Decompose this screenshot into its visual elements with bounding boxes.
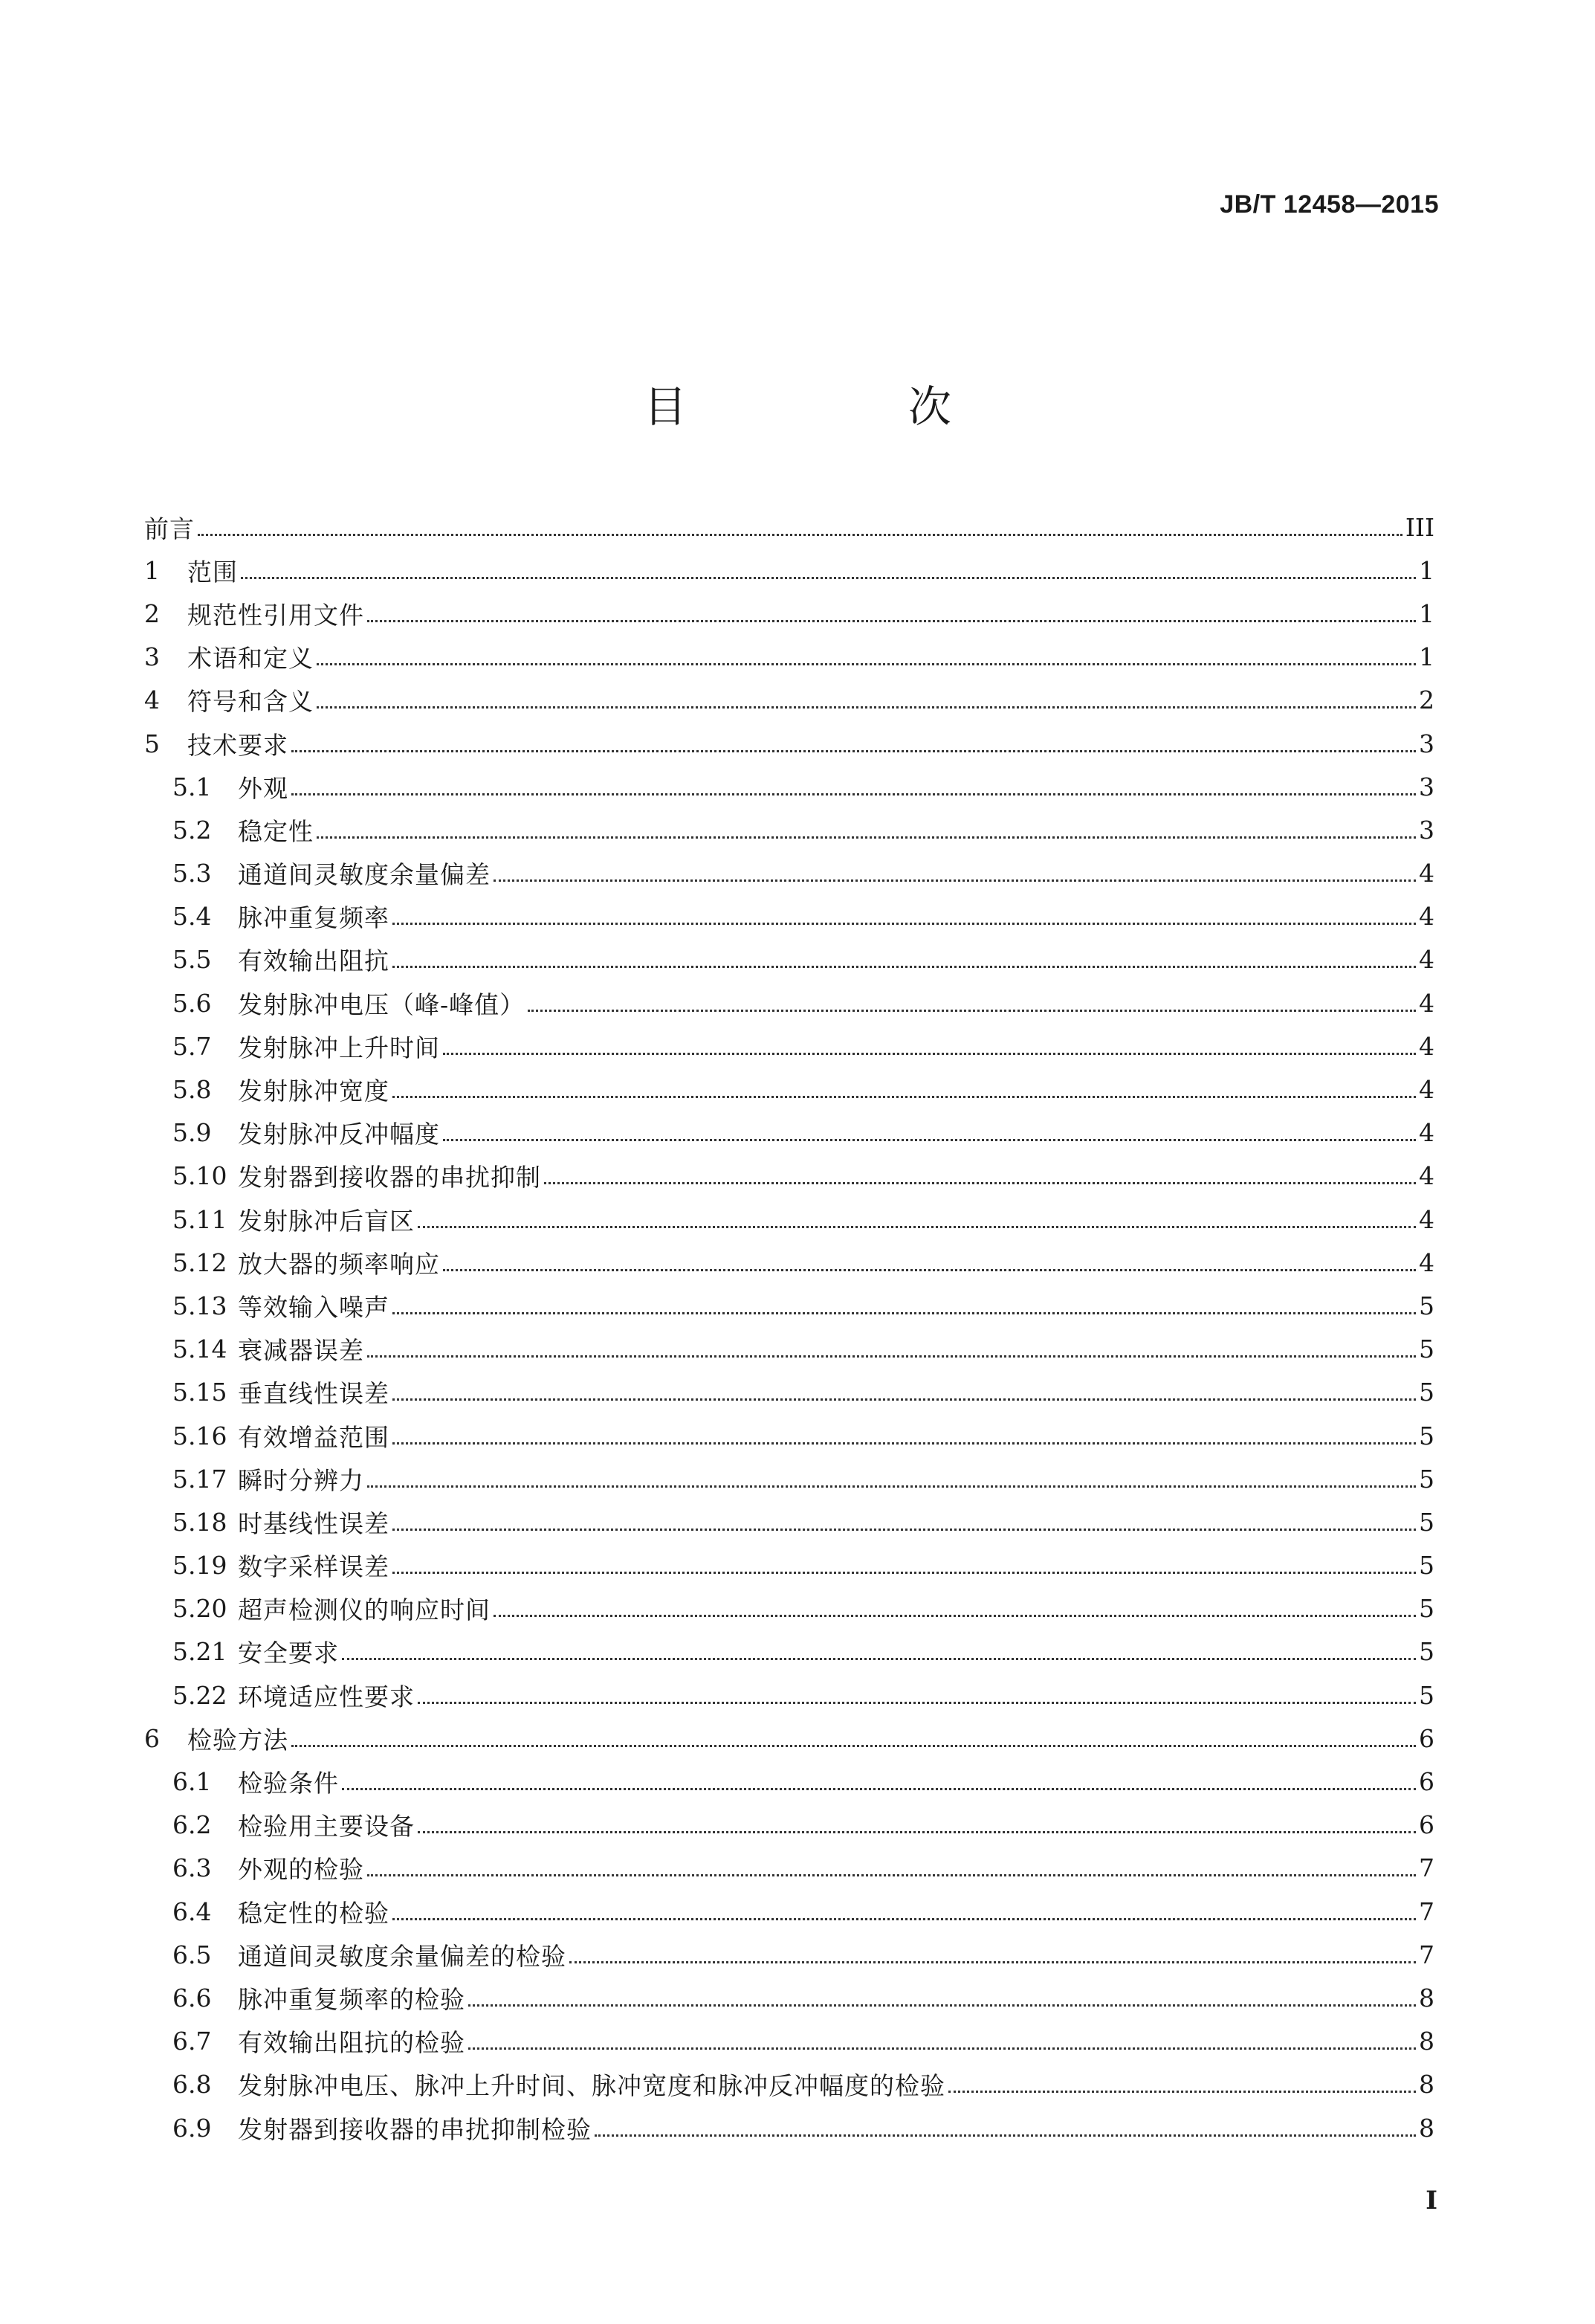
toc-dot-leader [317,663,1416,665]
toc-entry-page: 5 [1419,1637,1434,1667]
toc-dot-leader [291,750,1416,752]
toc-entry-number: 6.2 [172,1810,212,1840]
toc-entry-number: 5.9 [172,1118,212,1148]
toc-dot-leader [494,879,1416,882]
toc-dot-leader [367,1485,1416,1488]
toc-entry-number: 5.5 [172,945,212,975]
standard-code: JB/T 12458—2015 [1220,190,1439,219]
toc-entry-label: 等效输入噪声 [238,1292,389,1322]
toc-entry-page: 8 [1419,2113,1434,2143]
toc-entry-number: 6.4 [172,1897,212,1926]
toc-dot-leader [468,2004,1416,2007]
toc-entry[interactable] [144,1068,1434,1111]
toc-entry-number: 6.1 [172,1767,212,1797]
toc-entry-label: 检验用主要设备 [238,1812,415,1842]
toc-entry-page: 6 [1419,1767,1434,1797]
toc-entry[interactable] [144,1673,1434,1717]
toc-entry-page: 4 [1419,1118,1434,1148]
toc-entry-page: 6 [1419,1723,1434,1753]
toc-entry-page: 4 [1419,902,1434,932]
toc-entry-page: 1 [1419,598,1434,628]
toc-entry[interactable] [144,1457,1434,1500]
toc-entry[interactable] [144,1630,1434,1673]
toc-entry-label: 符号和含义 [187,687,314,717]
toc-entry-label: 发射器到接收器的串扰抑制 [238,1163,541,1192]
toc-dot-leader [291,1745,1416,1747]
toc-entry-page: 5 [1419,1507,1434,1537]
toc-dot-leader [468,2047,1416,2050]
toc-entry-label: 前言 [144,514,195,543]
toc-entry-number: 6.6 [172,1983,212,2012]
toc-entry[interactable] [144,1155,1434,1198]
toc-entry-label: 有效增益范围 [238,1422,389,1452]
toc-entry-label: 瞬时分辨力 [238,1465,364,1495]
toc-entry-label: 规范性引用文件 [187,600,364,630]
toc-entry-page: 3 [1419,772,1434,801]
toc-dot-leader [418,1226,1416,1228]
toc-entry[interactable] [144,1760,1434,1803]
toc-entry-page: 1 [1419,555,1434,585]
toc-entry-page: 5 [1419,1464,1434,1494]
toc-entry-label: 发射脉冲电压（峰-峰值） [238,990,525,1019]
toc-entry-number: 5.6 [172,988,212,1018]
toc-entry-page: 5 [1419,1551,1434,1581]
toc-entry[interactable] [144,895,1434,938]
toc-entry[interactable] [144,852,1434,895]
toc-dot-leader [392,1572,1416,1574]
toc-entry-page: 2 [1419,685,1434,715]
toc-dot-leader [392,1398,1416,1401]
toc-entry-page: 5 [1419,1594,1434,1624]
toc-dot-leader [528,1010,1416,1012]
toc-entry-page: 4 [1419,945,1434,975]
toc-entry-page: 4 [1419,1161,1434,1191]
toc-entry-number: 4 [144,685,160,715]
toc-entry-number: 5.3 [172,859,212,888]
toc-entry[interactable] [144,1933,1434,1976]
toc-dot-leader [418,1702,1416,1704]
toc-entry[interactable] [144,1587,1434,1630]
toc-entry-number: 5.19 [172,1551,227,1581]
toc-entry-page: 6 [1419,1810,1434,1840]
toc-entry[interactable] [144,1198,1434,1241]
toc-entry[interactable] [144,722,1434,765]
toc-entry-page: 7 [1419,1897,1434,1926]
toc-entry[interactable] [144,2106,1434,2149]
toc-dot-leader [392,1918,1416,1920]
toc-entry[interactable] [144,938,1434,981]
toc-entry-label: 发射脉冲宽度 [238,1077,389,1106]
toc-dot-leader [392,966,1416,968]
toc-entry[interactable] [144,1544,1434,1587]
toc-entry-label: 范围 [187,557,238,587]
toc-entry[interactable] [144,765,1434,808]
toc-dot-leader [241,577,1416,579]
toc-entry-label: 数字采样误差 [238,1552,389,1582]
toc-entry-label: 外观 [238,773,288,803]
toc-entry-number: 5.21 [172,1637,227,1667]
toc-entry-label: 垂直线性误差 [238,1379,389,1409]
toc-dot-leader [392,923,1416,925]
toc-entry-page: 3 [1419,815,1434,845]
toc-entry[interactable] [144,679,1434,722]
toc-dot-leader [392,1529,1416,1531]
toc-entry-label: 有效输出阻抗 [238,946,389,976]
toc-entry-number: 6.7 [172,2027,212,2056]
toc-entry-number: 5.15 [172,1378,227,1407]
toc-entry-label: 通道间灵敏度余量偏差的检验 [238,1941,566,1971]
toc-dot-leader [392,1312,1416,1314]
toc-dot-leader [392,1442,1416,1445]
toc-entry-page: 7 [1419,1940,1434,1969]
toc-entry[interactable] [144,2063,1434,2106]
toc-entry[interactable] [144,1024,1434,1068]
toc-entry[interactable] [144,981,1434,1024]
toc-entry[interactable] [144,1414,1434,1457]
toc-entry-number: 6 [144,1723,160,1753]
toc-entry-number: 5.1 [172,772,212,801]
toc-entry-page: 4 [1419,859,1434,888]
toc-dot-leader [317,836,1416,839]
toc-entry-number: 6.3 [172,1853,212,1883]
toc-entry-page: 8 [1419,2070,1434,2099]
toc-dot-leader [443,1053,1416,1055]
toc-entry-label: 发射脉冲反冲幅度 [238,1120,440,1149]
toc-entry-label: 有效输出阻抗的检验 [238,2028,465,2058]
toc-entry-number: 6.8 [172,2070,212,2099]
toc-entry-label: 检验条件 [238,1769,339,1798]
toc-entry-number: 1 [144,555,160,585]
toc-entry-page: 5 [1419,1680,1434,1710]
toc-entry[interactable] [144,506,1434,549]
toc-dot-leader [569,1961,1416,1963]
toc-entry-label: 发射脉冲电压、脉冲上升时间、脉冲宽度和脉冲反冲幅度的检验 [238,2071,945,2101]
toc-entry-page: 4 [1419,1204,1434,1234]
toc-entry-page: 7 [1419,1853,1434,1883]
toc-entry-label: 检验方法 [187,1725,288,1755]
toc-entry-page: 5 [1419,1421,1434,1450]
toc-entry-label: 脉冲重复频率 [238,903,389,933]
toc-entry-label: 发射器到接收器的串扰抑制检验 [238,2114,592,2144]
toc-entry-label: 放大器的频率响应 [238,1249,440,1279]
toc-entry-number: 5.18 [172,1507,227,1537]
toc-entry[interactable] [144,1847,1434,1890]
toc-entry-number: 2 [144,598,160,628]
toc-entry-number: 5.17 [172,1464,227,1494]
toc-entry-label: 发射脉冲后盲区 [238,1206,415,1236]
toc-entry-label: 安全要求 [238,1639,339,1668]
toc-entry-number: 5.20 [172,1594,227,1624]
toc-dot-leader [443,1139,1416,1141]
toc-entry-label: 环境适应性要求 [238,1682,415,1711]
toc-entry-page: 4 [1419,988,1434,1018]
toc-entry[interactable] [144,1717,1434,1760]
toc-entry-label: 通道间灵敏度余量偏差 [238,860,491,890]
toc-dot-leader [342,1788,1416,1790]
toc-entry[interactable] [144,1804,1434,1847]
toc-list [144,506,1434,2149]
toc-entry-page: 8 [1419,2027,1434,2056]
toc-entry-number: 6.9 [172,2113,212,2143]
toc-entry-number: 5 [144,729,160,758]
toc-entry[interactable] [144,1976,1434,2019]
toc-dot-leader [595,2134,1416,2137]
toc-entry-number: 5.14 [172,1334,227,1364]
toc-entry-number: 5.12 [172,1247,227,1277]
toc-entry[interactable] [144,636,1434,679]
toc-entry-page: III [1405,512,1434,542]
toc-entry-page: 5 [1419,1378,1434,1407]
toc-entry-label: 技术要求 [187,730,288,760]
toc-entry-number: 5.8 [172,1075,212,1105]
toc-dot-leader [317,706,1416,709]
toc-entry-number: 5.7 [172,1031,212,1061]
toc-entry-label: 发射脉冲上升时间 [238,1033,440,1062]
toc-dot-leader [198,534,1402,536]
toc-dot-leader [544,1182,1416,1184]
toc-entry-number: 3 [144,642,160,672]
toc-entry-number: 5.13 [172,1291,227,1320]
toc-entry-number: 5.2 [172,815,212,845]
toc-entry-label: 稳定性 [238,816,314,846]
toc-entry-page: 4 [1419,1031,1434,1061]
toc-entry-label: 超声检测仪的响应时间 [238,1595,491,1625]
toc-entry[interactable] [144,1890,1434,1933]
toc-entry[interactable] [144,1241,1434,1284]
toc-dot-leader [367,620,1416,622]
page-title: 目 次 [643,381,1041,432]
toc-dot-leader [948,2091,1416,2093]
toc-entry-label: 术语和定义 [187,644,314,674]
toc-entry-page: 5 [1419,1334,1434,1364]
toc-entry-label: 时基线性误差 [238,1508,389,1538]
toc-entry[interactable] [144,592,1434,635]
toc-dot-leader [367,1355,1416,1358]
toc-entry-page: 4 [1419,1075,1434,1105]
toc-dot-leader [367,1874,1416,1876]
toc-entry-number: 5.16 [172,1421,227,1450]
toc-dot-leader [418,1831,1416,1833]
toc-entry[interactable] [144,2020,1434,2063]
toc-entry-number: 5.10 [172,1161,227,1191]
toc-entry-page: 8 [1419,1983,1434,2012]
toc-entry-page: 5 [1419,1291,1434,1320]
toc-dot-leader [494,1615,1416,1617]
toc-entry-label: 稳定性的检验 [238,1898,389,1928]
toc-entry-label: 衰减器误差 [238,1336,364,1366]
toc-entry-number: 5.11 [172,1204,227,1234]
page-number: I [1426,2186,1437,2215]
toc-entry-number: 6.5 [172,1940,212,1969]
toc-entry-page: 1 [1419,642,1434,672]
toc-dot-leader [342,1658,1416,1660]
toc-entry[interactable] [144,1371,1434,1414]
toc-dot-leader [443,1269,1416,1271]
toc-entry[interactable] [144,1500,1434,1543]
toc-entry[interactable] [144,549,1434,592]
toc-entry[interactable] [144,1328,1434,1371]
toc-entry-page: 3 [1419,729,1434,758]
toc-dot-leader [291,793,1416,795]
toc-entry-number: 5.4 [172,902,212,932]
toc-entry[interactable] [144,1111,1434,1155]
toc-entry[interactable] [144,808,1434,851]
toc-entry-number: 5.22 [172,1680,227,1710]
toc-entry-label: 外观的检验 [238,1855,364,1885]
toc-entry-label: 脉冲重复频率的检验 [238,1984,465,2014]
toc-entry-page: 4 [1419,1247,1434,1277]
toc-entry[interactable] [144,1284,1434,1327]
toc-dot-leader [392,1096,1416,1098]
